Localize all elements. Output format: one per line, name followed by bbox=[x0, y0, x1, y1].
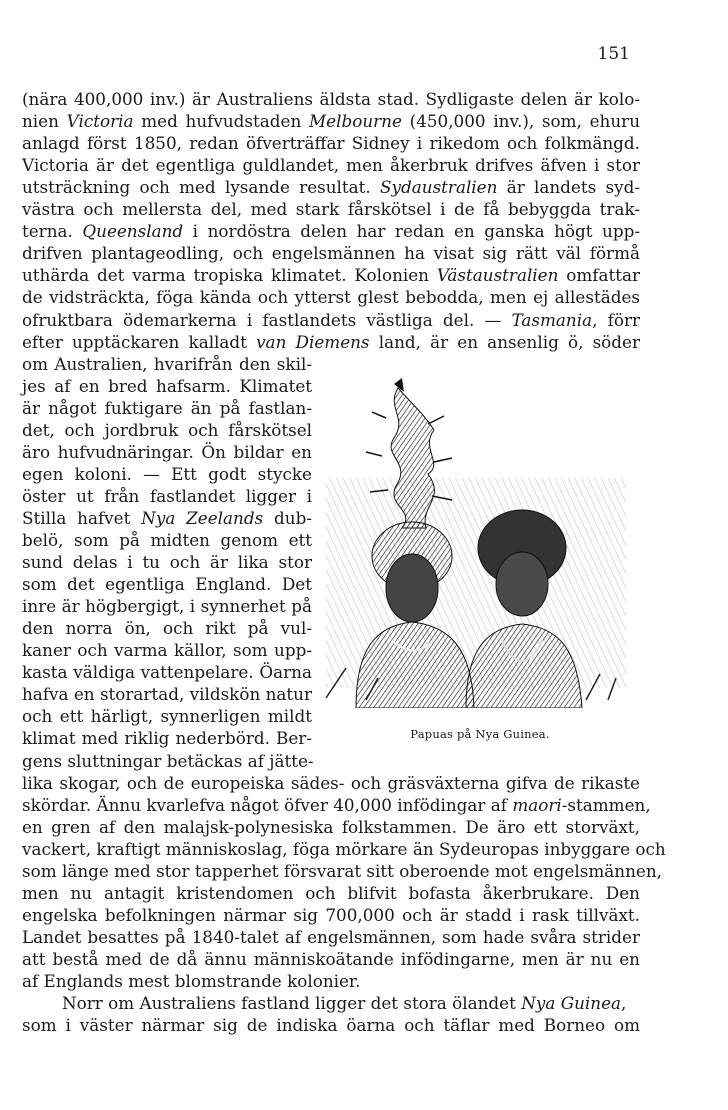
text-line bbox=[22, 904, 640, 926]
text-segment: utsträckning och med lysande resultat. bbox=[22, 177, 381, 198]
text-line bbox=[22, 794, 651, 816]
text-line bbox=[22, 750, 312, 772]
italic-term: Nya Guinea bbox=[521, 993, 622, 1014]
text-segment: kaner och varma källor, som upp- bbox=[22, 640, 312, 661]
text-line bbox=[22, 463, 312, 485]
text-line bbox=[22, 375, 312, 397]
text-line bbox=[22, 176, 640, 198]
italic-term: van Diemens bbox=[256, 331, 370, 352]
text-segment: (nära 400,000 inv.) är Australiens äldsta stad. Sydligaste delen är kolo- bbox=[22, 89, 640, 109]
text-line bbox=[22, 154, 640, 176]
text-segment: omfattar bbox=[558, 265, 640, 286]
text-line bbox=[22, 551, 312, 573]
text-line bbox=[22, 507, 312, 529]
italic-term: maori bbox=[512, 794, 562, 815]
italic-term: Västaustralien bbox=[436, 265, 559, 286]
figure-caption: Papuas på Nya Guinea. bbox=[410, 727, 550, 741]
text-line bbox=[22, 110, 640, 132]
text-segment: nien bbox=[22, 111, 67, 132]
text-segment: men nu antagit kristendomen och blifvit bofasta åkerbrukare. Den bbox=[22, 882, 640, 903]
text-line bbox=[22, 882, 640, 904]
text-segment: är landets syd- bbox=[497, 177, 640, 198]
text-line bbox=[22, 617, 312, 639]
text-segment: som det egentliga England. Det bbox=[22, 574, 312, 595]
text-line bbox=[22, 198, 640, 220]
text-line bbox=[22, 485, 312, 507]
text-line bbox=[22, 772, 640, 794]
text-line bbox=[22, 816, 640, 838]
text-segment: de vidsträckta, föga kända och ytterst glest bebodda, men ej allestädes bbox=[22, 287, 640, 308]
text-line bbox=[22, 331, 640, 353]
text-line bbox=[22, 970, 640, 992]
text-segment: terna. bbox=[22, 221, 83, 242]
text-segment: lika skogar, och de europeiska sädes- och gräsväxterna gifva de rikaste bbox=[22, 772, 640, 793]
text-segment: öster ut från fastlandet ligger i bbox=[22, 485, 312, 506]
text-line bbox=[22, 419, 312, 441]
text-segment: Victoria är det egentliga guldlandet, men åkerbruk drifves äfven i stor bbox=[22, 155, 640, 176]
text-line bbox=[22, 441, 312, 463]
text-line bbox=[22, 286, 640, 308]
text-segment: egen koloni. — Ett godt stycke bbox=[22, 463, 312, 484]
text-segment: skördar. Ännu kvarlefva något öfver 40,000 infödingar af bbox=[22, 794, 513, 815]
text-line bbox=[22, 353, 312, 375]
text-line bbox=[22, 309, 640, 331]
text-line bbox=[22, 727, 312, 749]
text-segment: belö, som på midten genom ett bbox=[22, 530, 312, 550]
text-segment: det, och jordbruk och fårskötsel bbox=[22, 419, 312, 440]
text-segment: som i väster närmar sig de indiska öarna och täflar med Borneo om bbox=[22, 1015, 640, 1036]
text-line bbox=[22, 860, 662, 882]
italic-term: Queensland bbox=[82, 221, 184, 242]
text-segment: hafva en storartad, vildskön natur bbox=[22, 684, 312, 705]
text-segment: kasta väldiga vattenpelare. Öarna bbox=[22, 662, 312, 683]
text-segment: Norr om Australiens fastland ligger det stora ölandet bbox=[62, 993, 522, 1014]
text-segment: drifven plantageodling, och engelsmännen ha visat sig rätt väl förmå bbox=[22, 243, 640, 264]
text-segment: land, är en ansenlig ö, söder bbox=[369, 331, 640, 352]
text-segment: dub- bbox=[263, 507, 312, 528]
text-segment: Stilla hafvet bbox=[22, 507, 142, 528]
text-segment: anlagd först 1850, redan öfverträffar Sidney i rikedom och folkmängd. bbox=[22, 133, 640, 154]
page-number: 151 bbox=[597, 44, 630, 64]
text-line bbox=[22, 242, 640, 264]
text-segment: att bestå med de då ännu människoätande infödingarne, men är nu en bbox=[22, 948, 640, 969]
text-segment: vackert, kraftigt människoslag, föga mörkare än Sydeuropas inbyggare och bbox=[22, 838, 666, 859]
text-line bbox=[22, 220, 640, 242]
papuas-engraving bbox=[316, 378, 636, 708]
text-segment: klimat med riklig nederbörd. Ber- bbox=[22, 728, 312, 749]
text-line bbox=[22, 88, 640, 110]
text-segment: sund delas i tu och är lika stor bbox=[22, 552, 312, 573]
text-line bbox=[22, 926, 640, 948]
text-line bbox=[22, 573, 312, 595]
text-segment: af Englands mest blomstrande kolonier. bbox=[22, 971, 361, 991]
text-segment: jes af en bred hafsarm. Klimatet bbox=[22, 375, 312, 396]
text-segment: inre är högbergigt, i synnerhet på bbox=[22, 596, 312, 617]
text-segment: är något fuktigare än på fastlan- bbox=[22, 397, 312, 418]
text-line bbox=[22, 683, 312, 705]
italic-term: Victoria bbox=[66, 111, 134, 132]
text-segment: Landet besattes på 1840-talet af engelsmännen, som hade svåra strider bbox=[22, 926, 640, 947]
text-segment: den norra ön, och rikt på vul- bbox=[22, 618, 312, 639]
text-segment: i nordöstra delen har redan en ganska högt upp- bbox=[183, 221, 640, 242]
text-line bbox=[22, 948, 640, 970]
text-line bbox=[62, 992, 640, 1014]
text-line bbox=[22, 529, 312, 551]
text-segment: en gren af den malajsk-polynesiska folkstammen. De äro ett storväxt, bbox=[22, 816, 640, 837]
text-segment: ofruktbara ödemarkerna i fastlandets västliga del. — bbox=[22, 309, 512, 330]
text-segment: om Australien, hvarifrån den skil- bbox=[22, 353, 312, 374]
text-segment: efter upptäckaren kalladt bbox=[22, 331, 257, 352]
text-segment: uthärda det varma tropiska klimatet. Kolonien bbox=[22, 265, 437, 286]
text-line bbox=[22, 1014, 640, 1036]
text-segment: med hufvudstaden bbox=[133, 111, 309, 132]
text-segment: västra och mellersta del, med stark fårskötsel i de få bebyggda trak- bbox=[22, 199, 640, 220]
text-segment: som länge med stor tapperhet försvarat sitt oberoende mot engelsmännen, bbox=[22, 860, 662, 881]
text-line bbox=[22, 639, 312, 661]
italic-term: Sydaustralien bbox=[380, 177, 498, 198]
text-segment: engelska befolkningen närmar sig 700,000 och är stadd i rask tillväxt. bbox=[22, 904, 640, 925]
text-segment: (450,000 inv.), som, ehuru bbox=[401, 111, 641, 132]
text-line bbox=[22, 838, 666, 860]
text-line bbox=[22, 264, 640, 286]
text-segment: gens sluttningar betäckas af jätte- bbox=[22, 750, 314, 771]
text-line bbox=[22, 132, 640, 154]
text-line bbox=[22, 705, 312, 727]
text-segment: , förr bbox=[592, 309, 640, 330]
text-segment: -stammen, bbox=[561, 794, 651, 815]
text-line bbox=[22, 661, 312, 683]
text-line bbox=[22, 397, 312, 419]
italic-term: Melbourne bbox=[309, 111, 402, 132]
italic-term: Nya Zeelands bbox=[141, 507, 264, 528]
text-line bbox=[22, 595, 312, 617]
italic-term: Tasmania bbox=[511, 309, 593, 330]
text-segment: , bbox=[621, 993, 627, 1014]
text-segment: äro hufvudnäringar. Ön bildar en bbox=[22, 441, 312, 462]
text-segment: och ett härligt, synnerligen mildt bbox=[22, 706, 312, 727]
